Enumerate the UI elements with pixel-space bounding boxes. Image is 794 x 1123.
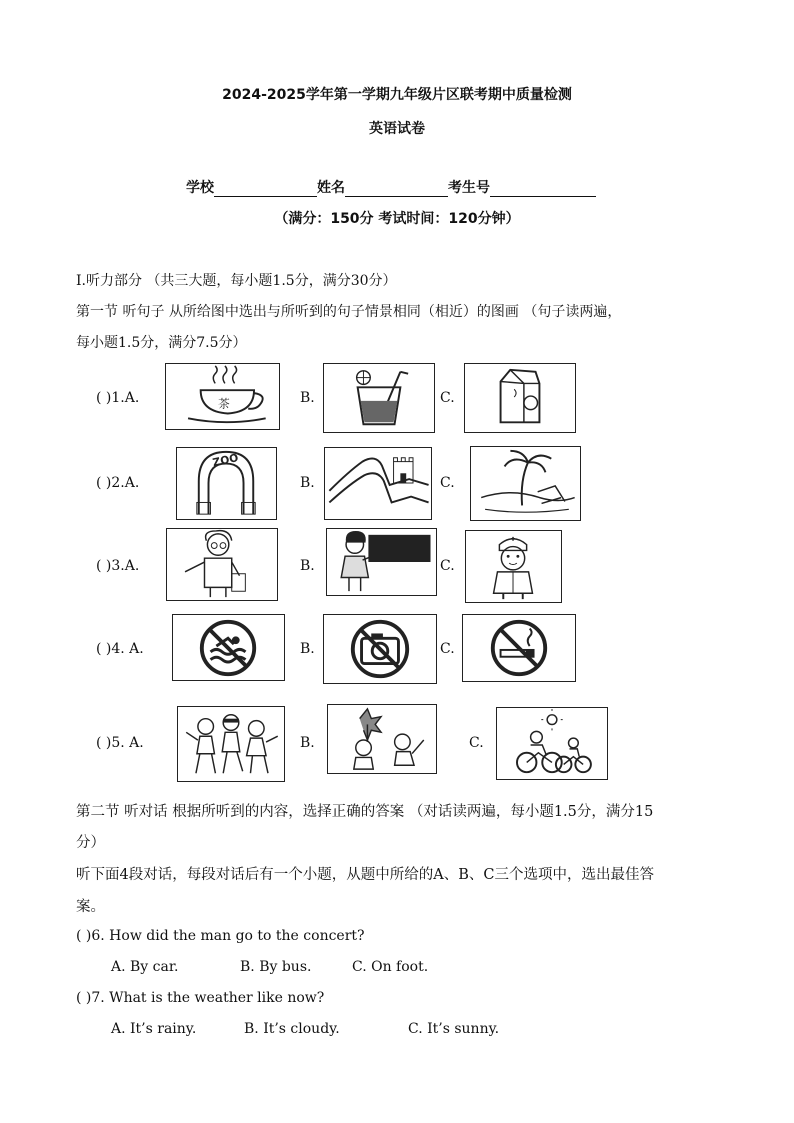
question-1-c-label: C. bbox=[440, 390, 455, 406]
question-7-option-c[interactable]: C. It’s sunny. bbox=[408, 1021, 500, 1037]
question-4-b-label: B. bbox=[300, 641, 315, 657]
question-6-stem: ( )6. How did the man go to the concert? bbox=[76, 928, 365, 944]
name-blank[interactable] bbox=[345, 182, 448, 197]
section1-instruction-2: 每小题1.5分，满分7.5分） bbox=[76, 335, 247, 351]
q4-option-a-no-swimming[interactable] bbox=[172, 614, 285, 681]
exam-no-label: 考生号 bbox=[448, 180, 490, 196]
question-4-label: ( )4. A. bbox=[96, 641, 144, 657]
q4-option-c-no-smoking[interactable] bbox=[462, 614, 576, 682]
cycling-icon bbox=[497, 708, 607, 779]
section2-instruction-1: 第二节 听对话 根据所听到的内容，选择正确的答案 （对话读两遍，每小题1.5分，满分15 bbox=[76, 804, 654, 820]
question-5-b-label: B. bbox=[300, 735, 315, 751]
tea-char: 茶 bbox=[218, 396, 230, 411]
question-6-option-a[interactable]: A. By car. bbox=[111, 959, 179, 975]
teacher-icon bbox=[327, 529, 436, 595]
q5-option-a-children-dancing[interactable] bbox=[177, 706, 285, 782]
question-6-option-c[interactable]: C. On foot. bbox=[352, 959, 429, 975]
score-info: （满分：150分 考试时间：120分钟） bbox=[274, 211, 520, 227]
question-2-c-label: C. bbox=[440, 475, 455, 491]
question-2-b-label: B. bbox=[300, 475, 315, 491]
no-swimming-icon bbox=[173, 615, 284, 680]
old-man-icon bbox=[167, 529, 277, 600]
part1-heading: I.听力部分 （共三大题，每小题1.5分，满分30分） bbox=[76, 273, 397, 289]
student-info-line bbox=[186, 177, 596, 197]
name-label: 姓名 bbox=[317, 180, 345, 196]
q2-option-c-beach[interactable] bbox=[470, 446, 581, 521]
question-1-label: ( )1.A. bbox=[96, 390, 140, 406]
milk-carton-icon bbox=[465, 364, 575, 432]
q2-option-b-great-wall[interactable] bbox=[324, 447, 432, 520]
q3-option-a-old-man[interactable] bbox=[166, 528, 278, 601]
school-label: 学校 bbox=[186, 180, 214, 196]
q3-option-b-teacher[interactable] bbox=[326, 528, 437, 596]
question-7-option-a[interactable]: A. It’s rainy. bbox=[111, 1021, 197, 1037]
q5-option-c-cycling[interactable] bbox=[496, 707, 608, 780]
q1-option-b-juice-glass[interactable] bbox=[323, 363, 435, 433]
exam-no-blank[interactable] bbox=[490, 182, 596, 197]
section1-instruction-1: 第一节 听句子 从所给图中选出与所听到的句子情景相同（相近）的图画 （句子读两遍， bbox=[76, 304, 622, 320]
pinwheel-icon bbox=[328, 705, 436, 773]
beach-palm-icon bbox=[471, 447, 580, 520]
question-6-option-b[interactable]: B. By bus. bbox=[240, 959, 312, 975]
exam-title: 2024-2025学年第一学期九年级片区联考期中质量检测 bbox=[222, 87, 572, 103]
school-blank[interactable] bbox=[214, 182, 317, 197]
question-1-b-label: B. bbox=[300, 390, 315, 406]
question-2-label: ( )2.A. bbox=[96, 475, 140, 491]
q4-option-b-no-photos[interactable] bbox=[323, 614, 437, 684]
q2-option-a-zoo-gate[interactable] bbox=[176, 447, 277, 520]
zoo-gate-icon bbox=[177, 448, 276, 519]
no-camera-icon bbox=[324, 615, 436, 683]
question-5-label: ( )5. A. bbox=[96, 735, 144, 751]
question-3-c-label: C. bbox=[440, 558, 455, 574]
q1-option-c-milk-carton[interactable] bbox=[464, 363, 576, 433]
question-7-option-b[interactable]: B. It’s cloudy. bbox=[244, 1021, 340, 1037]
no-smoking-icon bbox=[463, 615, 575, 681]
listening-instruction-2: 案。 bbox=[76, 899, 105, 915]
children-playing-icon bbox=[178, 707, 284, 781]
tea-cup-icon bbox=[166, 364, 279, 429]
question-3-b-label: B. bbox=[300, 558, 315, 574]
doctor-icon bbox=[466, 531, 561, 602]
q1-option-a-tea-cup[interactable] bbox=[165, 363, 280, 430]
listening-instruction-1: 听下面4段对话，每段对话后有一个小题，从题中所给的A、B、C三个选项中，选出最佳答 bbox=[76, 867, 654, 883]
exam-subtitle: 英语试卷 bbox=[369, 121, 425, 137]
question-3-label: ( )3.A. bbox=[96, 558, 140, 574]
zoo-sign: ZOO bbox=[211, 451, 240, 470]
juice-glass-icon bbox=[324, 364, 434, 432]
question-4-c-label: C. bbox=[440, 641, 455, 657]
q5-option-b-pinwheel[interactable] bbox=[327, 704, 437, 774]
q3-option-c-doctor[interactable] bbox=[465, 530, 562, 603]
question-7-stem: ( )7. What is the weather like now? bbox=[76, 990, 325, 1006]
great-wall-icon bbox=[325, 448, 431, 519]
question-5-c-label: C. bbox=[469, 735, 484, 751]
section2-instruction-2: 分） bbox=[76, 835, 105, 851]
